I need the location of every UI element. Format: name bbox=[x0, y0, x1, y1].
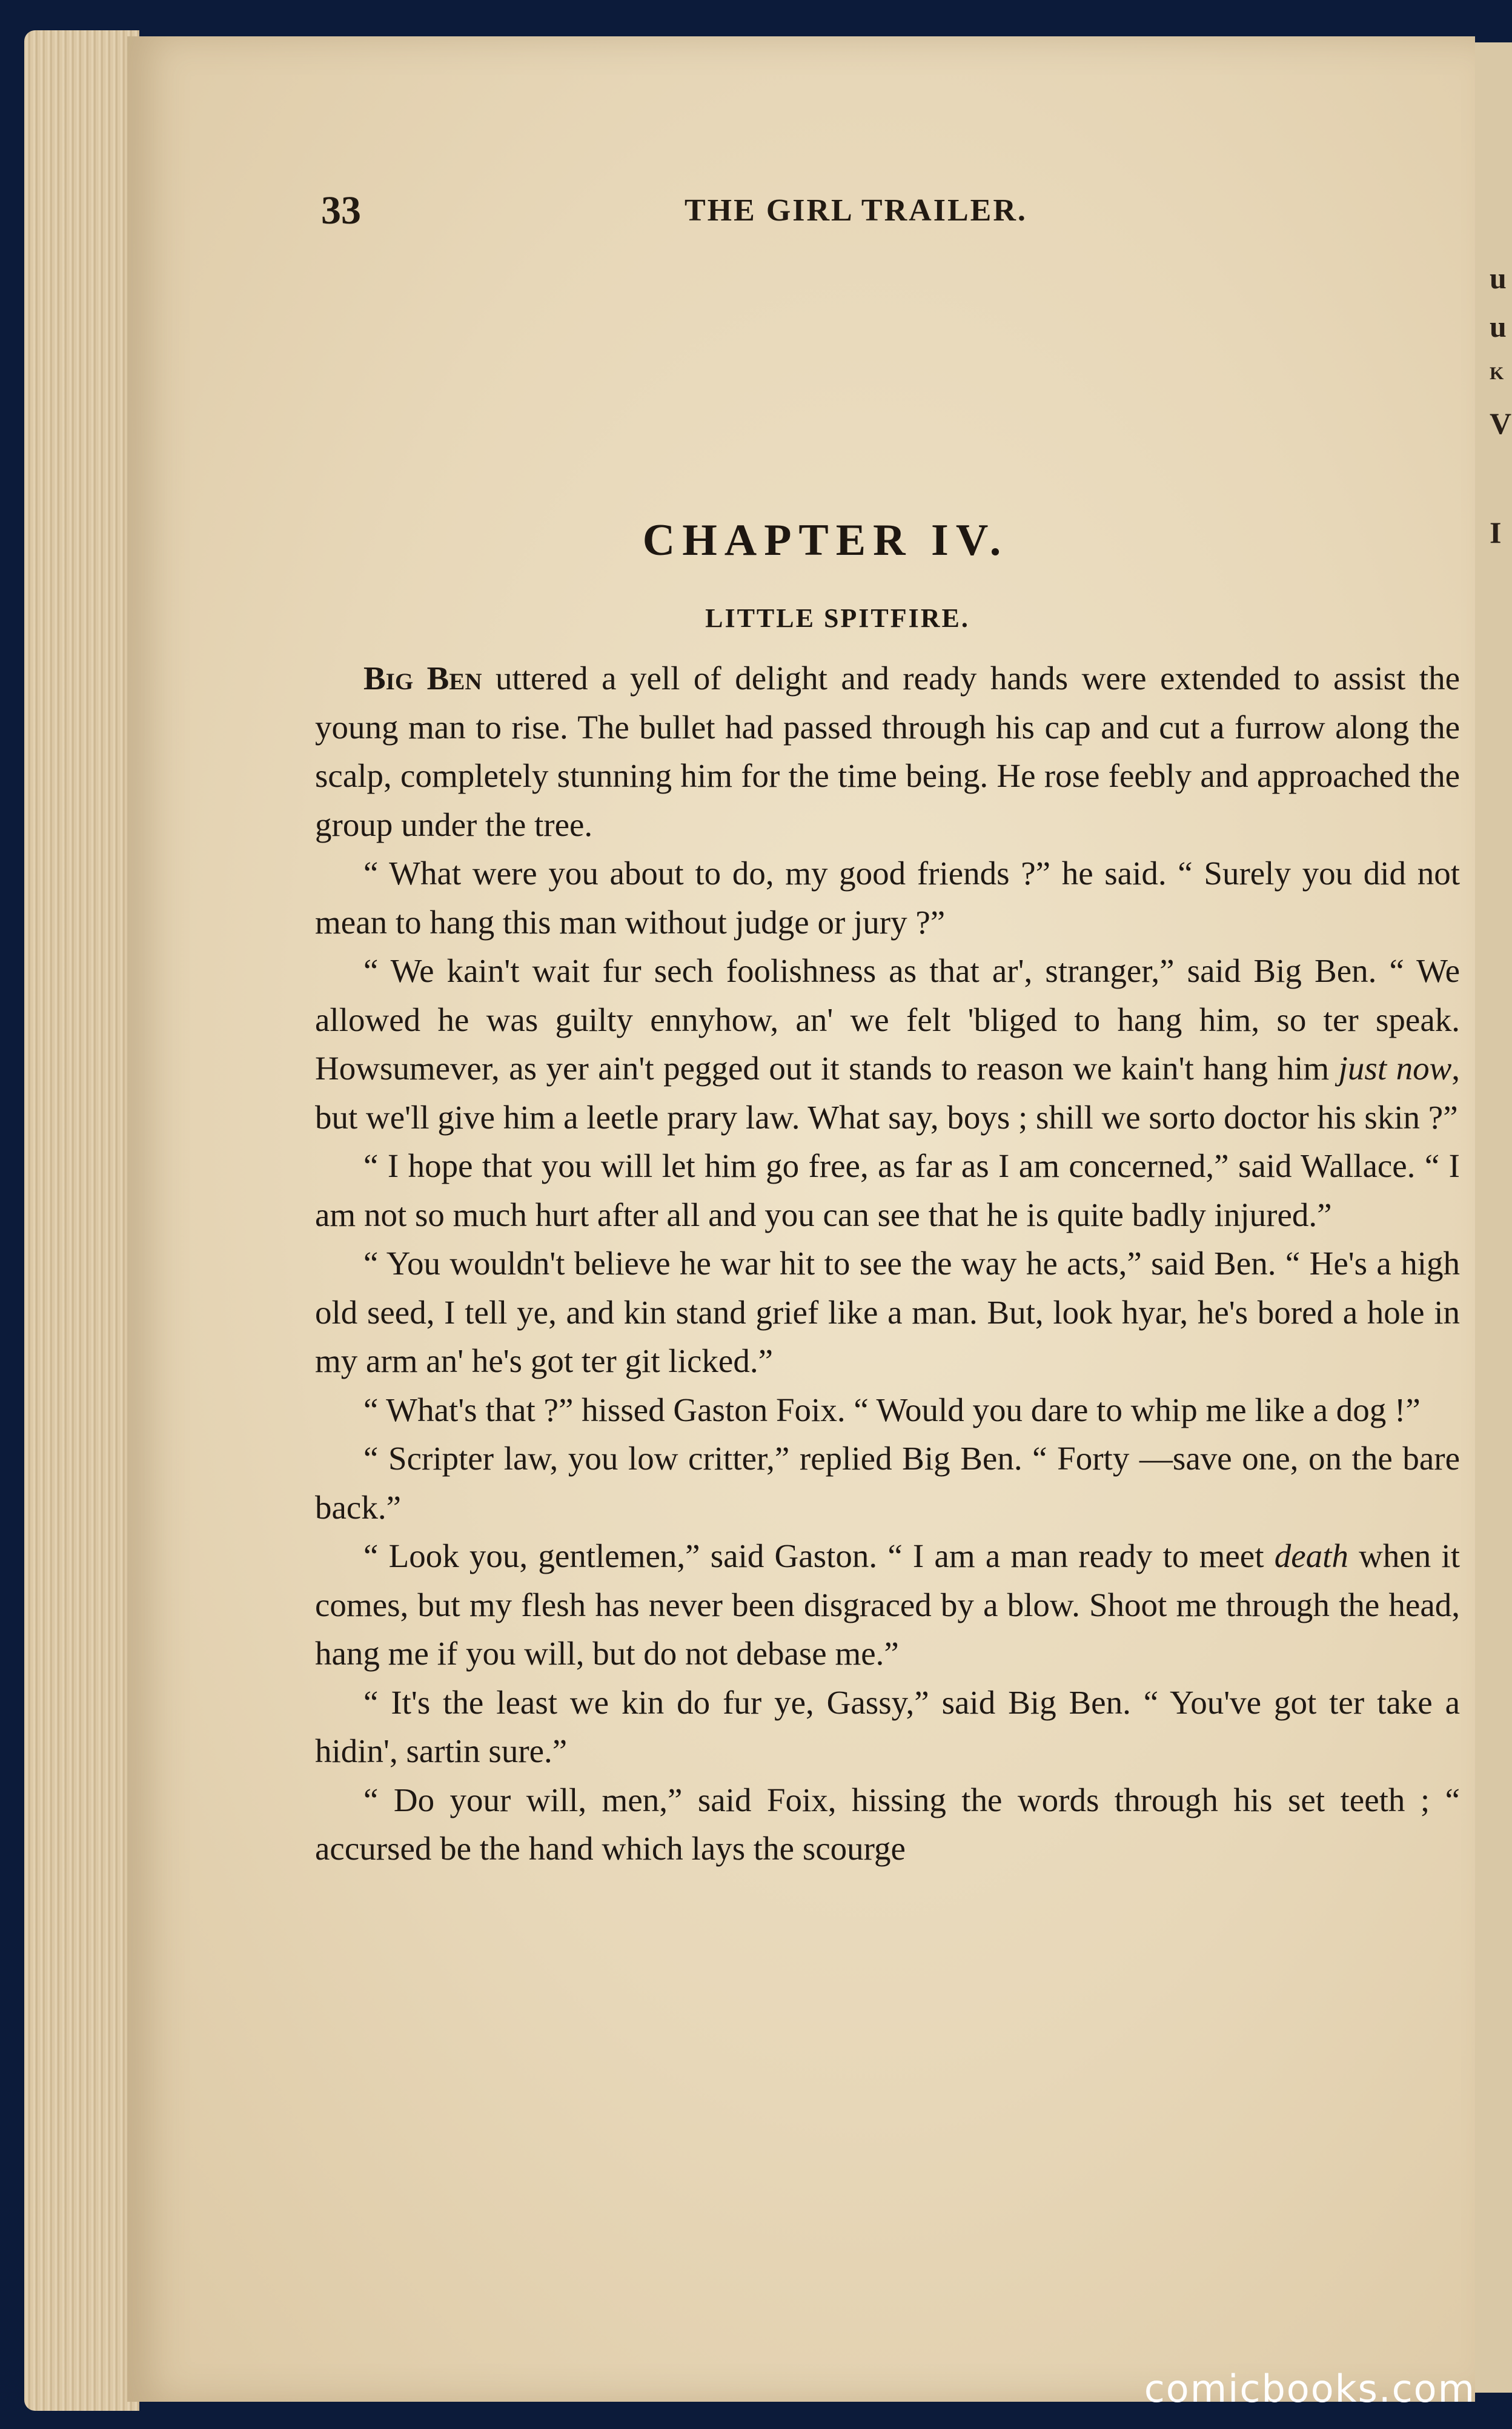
adjacent-page-fragment: u bbox=[1490, 261, 1507, 295]
paragraph: “ Scripter law, you low critter,” replied Big Ben. “ Forty —save one, on the bare back.” bbox=[315, 1440, 1460, 1526]
paragraph: “ It's the least we kin do fur ye, Gassy,” said Big Ben. “ You've got ter take a hidin', sartin sure.” bbox=[315, 1683, 1460, 1769]
paragraph bbox=[315, 654, 1460, 849]
watermark: comicbooks.com bbox=[1144, 2367, 1476, 2411]
chapter-subtitle: LITTLE SPITFIRE. bbox=[705, 603, 970, 633]
book-page bbox=[127, 36, 1475, 2402]
adjacent-page-strip bbox=[1469, 42, 1512, 2393]
adjacent-page-fragment: V bbox=[1490, 406, 1512, 440]
body-text bbox=[315, 654, 1460, 1874]
paragraph-text: uttered a yell of delight and ready hands were extended to assist the young man to rise. The bullet had passed through his cap and cut a furrow along the scalp, completely stunning him for the time being. He rose feebly and approached the group under the tree. bbox=[315, 660, 1460, 843]
paragraph: “ What's that ?” hissed Gaston Foix. “ Would you dare to whip me like a dog !” bbox=[363, 1391, 1421, 1428]
paragraph-text: when it comes, but my flesh has never been disgraced by a blow. Shoot me through the head, hang me if you will, but do not debase me.” bbox=[315, 1537, 1460, 1672]
book-title: THE GIRL TRAILER. bbox=[685, 193, 1027, 228]
paragraph-text: , but we'll give him a leetle prary law. What say, boys ; shill we sorto doctor his skin ?” bbox=[315, 1050, 1460, 1136]
paragraph: “ What were you about to do, my good friends ?” he said. “ Surely you did not mean to hang this man without judge or jury ?” bbox=[315, 855, 1460, 941]
adjacent-page-fragment: K bbox=[1490, 363, 1504, 383]
chapter-title: CHAPTER IV. bbox=[642, 515, 1009, 565]
page-number: 33 bbox=[321, 188, 361, 233]
adjacent-page-fragment: u bbox=[1490, 310, 1507, 343]
running-head bbox=[127, 188, 1475, 236]
paragraph-text: “ We kain't wait fur sech foolishness as that ar', stranger,” said Big Ben. “ We allowed he was guilty ennyhow, an' we felt 'bliged to hang him, so ter speak. Howsumever, as yer ain't pegged out it stands to reason we kain't hang him bbox=[315, 952, 1460, 1087]
paragraph-lead: Big Ben bbox=[363, 660, 482, 697]
paragraph-text: “ Look you, gentlemen,” said Gaston. “ I am a man ready to meet bbox=[363, 1537, 1275, 1574]
paragraph: “ Do your will, men,” said Foix, hissing the words through his set teeth ; “ accursed be the hand which lays the scourge bbox=[315, 1781, 1460, 1867]
paragraph bbox=[315, 1532, 1460, 1678]
italic-text: death bbox=[1274, 1537, 1348, 1574]
paragraph bbox=[315, 947, 1460, 1142]
page-block-edge bbox=[24, 30, 139, 2411]
paragraph: “ I hope that you will let him go free, as far as I am concerned,” said Wallace. “ I am not so much hurt after all and you can see that he is quite badly injured.” bbox=[315, 1147, 1460, 1233]
italic-text: just now bbox=[1338, 1050, 1452, 1087]
adjacent-page-fragment: I bbox=[1490, 515, 1502, 549]
paragraph: “ You wouldn't believe he war hit to see the way he acts,” said Ben. “ He's a high old seed, I tell ye, and kin stand grief like a man. But, look hyar, he's bored a hole in my arm an' he's got ter git licked.” bbox=[315, 1245, 1460, 1379]
